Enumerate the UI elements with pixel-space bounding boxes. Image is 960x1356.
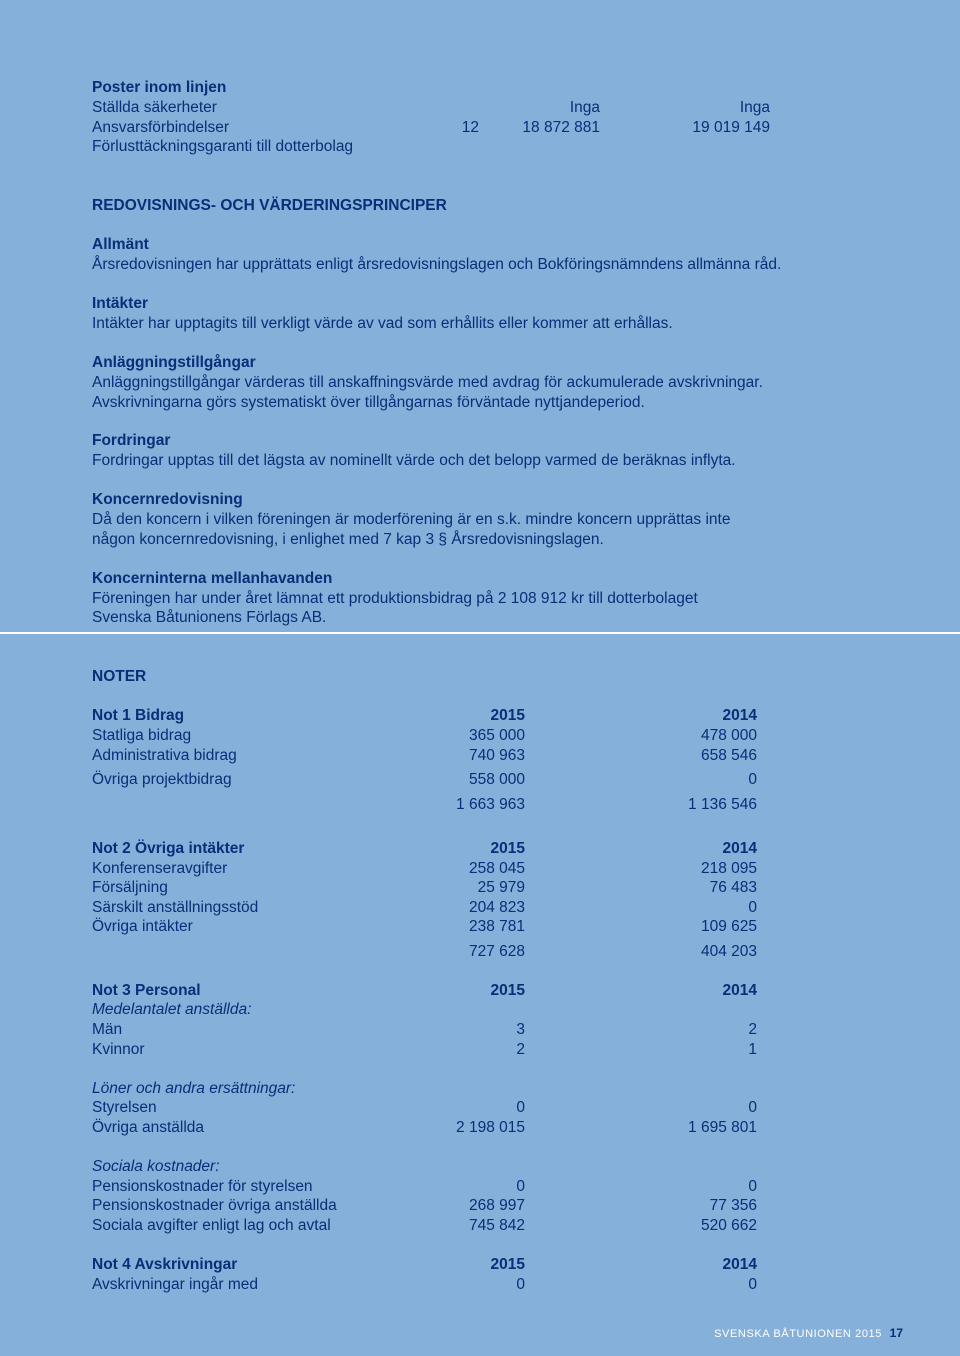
note-row-value-current: 745 842 — [468, 1217, 525, 1234]
section-title-fordringar: Fordringar — [92, 432, 171, 449]
poster-heading: Poster inom linjen — [92, 79, 227, 96]
note-row-label: Administrativa bidrag — [92, 747, 237, 764]
note-row-value-current: 258 045 — [468, 860, 525, 877]
section-title-anlaggningstillgangar: Anläggningstillgångar — [92, 354, 256, 371]
section-text: Årsredovisningen har upprättats enligt årsredovisningslagen och Bokföringsnämndens allmänna råd. — [92, 256, 782, 273]
section-divider — [0, 632, 960, 634]
principles-heading: REDOVISNINGS- OCH VÄRDERINGSPRINCIPER — [92, 197, 447, 214]
note-row-label: Sociala avgifter enligt lag och avtal — [92, 1217, 331, 1234]
note-row-value-current: 740 963 — [468, 747, 525, 764]
note4-title: Not 4 Avskrivningar — [92, 1256, 238, 1273]
note-row-label: Särskilt anställningsstöd — [92, 899, 259, 916]
note-row-value-previous: 1 — [748, 1041, 757, 1058]
footer-publication: SVENSKA BÅTUNIONEN 2015 — [714, 1328, 882, 1340]
note2-total-previous: 404 203 — [700, 943, 757, 960]
section-text: Intäkter har upptagits till verkligt värde av vad som erhållits eller kommer att erhållas. — [92, 315, 673, 332]
note3-year-current: 2015 — [490, 982, 525, 999]
section-title-intakter: Intäkter — [92, 295, 148, 312]
section-text: Svenska Båtunionens Förlags AB. — [92, 609, 327, 626]
poster-row-value-previous: Inga — [739, 99, 770, 116]
note-row-value-current: 268 997 — [468, 1197, 525, 1214]
note-row-label: Pensionskostnader för styrelsen — [92, 1178, 313, 1195]
note-row-value-previous: 2 — [748, 1021, 757, 1038]
note-row-label: Övriga projektbidrag — [92, 771, 232, 788]
section-text: Anläggningstillgångar värderas till anskaffningsvärde med avdrag för ackumulerade avskrivningar. — [92, 374, 763, 391]
section-text: Fordringar upptas till det lägsta av nominellt värde och det belopp varmed de beräknas inflyta. — [92, 452, 736, 469]
note-row-value-previous: 0 — [748, 1099, 757, 1116]
section-title-koncernredovisning: Koncernredovisning — [92, 491, 243, 508]
note-row-label: Avskrivningar ingår med — [92, 1276, 258, 1293]
note-row-value-previous: 0 — [748, 771, 757, 788]
note-row-label: Försäljning — [92, 879, 168, 896]
note-row-value-current: 238 781 — [468, 918, 525, 935]
note-row-value-current: 0 — [516, 1178, 525, 1195]
note-row-label: Statliga bidrag — [92, 727, 192, 744]
note-row-value-previous: 1 695 801 — [688, 1119, 757, 1136]
page-number: 17 — [889, 1326, 903, 1340]
note-row-value-previous: 658 546 — [700, 747, 757, 764]
note-row-value-previous: 520 662 — [700, 1217, 757, 1234]
poster-row-label: Ansvarsförbindelser — [92, 119, 229, 136]
section-title-koncerninterna: Koncerninterna mellanhavanden — [92, 570, 333, 587]
note1-title: Not 1 Bidrag — [92, 707, 185, 724]
notes-heading: NOTER — [92, 668, 147, 685]
note-row-value-current: 0 — [516, 1276, 525, 1293]
note-row-value-previous: 0 — [748, 1276, 757, 1293]
note-row-value-previous: 0 — [748, 1178, 757, 1195]
note3-year-previous: 2014 — [722, 982, 757, 999]
note2-year-current: 2015 — [490, 840, 525, 857]
poster-row-label: Ställda säkerheter — [92, 99, 217, 116]
note1-total-current: 1 663 963 — [456, 796, 525, 813]
note1-total-previous: 1 136 546 — [688, 796, 757, 813]
page-footer — [714, 1326, 903, 1340]
poster-row-value-previous: 19 019 149 — [692, 119, 770, 136]
note-row-label: Kvinnor — [92, 1041, 145, 1058]
note-row-label: Pensionskostnader övriga anställda — [92, 1197, 337, 1214]
note-row-label: Konferenseravgifter — [92, 860, 228, 877]
note1-year-current: 2015 — [490, 707, 525, 724]
poster-row-label: Förlusttäckningsgaranti till dotterbolag — [92, 138, 354, 155]
note4-year-current: 2015 — [490, 1256, 525, 1273]
note4-year-previous: 2014 — [722, 1256, 757, 1273]
note-row-value-current: 25 979 — [477, 879, 525, 896]
note-row-value-current: 558 000 — [468, 771, 525, 788]
note-row-value-previous: 109 625 — [700, 918, 757, 935]
note-row-label: Övriga intäkter — [92, 918, 193, 935]
note-row-value-current: 3 — [516, 1021, 525, 1038]
section-text: Avskrivningarna görs systematiskt över tillgångarnas förväntade nyttjandeperiod. — [92, 394, 645, 411]
note-row-value-previous: 76 483 — [709, 879, 757, 896]
note3-title: Not 3 Personal — [92, 982, 201, 999]
note3-subheading: Medelantalet anställda: — [92, 1001, 252, 1018]
section-text: Då den koncern i vilken föreningen är moderförening är en s.k. mindre koncern upprättas inte — [92, 511, 731, 528]
note-row-value-current: 2 198 015 — [456, 1119, 525, 1136]
section-title-allmant: Allmänt — [92, 236, 149, 253]
note-row-label: Övriga anställda — [92, 1119, 205, 1136]
note-row-label: Män — [92, 1021, 123, 1038]
note3-subheading: Sociala kostnader: — [92, 1158, 220, 1175]
note2-total-current: 727 628 — [468, 943, 525, 960]
note1-year-previous: 2014 — [722, 707, 757, 724]
poster-row-value-current: Inga — [569, 99, 600, 116]
note2-year-previous: 2014 — [722, 840, 757, 857]
note-row-label: Styrelsen — [92, 1099, 157, 1116]
note-row-value-previous: 478 000 — [700, 727, 757, 744]
note2-title: Not 2 Övriga intäkter — [92, 840, 245, 857]
poster-row-note: 12 — [461, 119, 479, 136]
note-row-value-current: 0 — [516, 1099, 525, 1116]
note-row-value-current: 365 000 — [468, 727, 525, 744]
note-row-value-previous: 77 356 — [709, 1197, 757, 1214]
note3-subheading: Löner och andra ersättningar: — [92, 1080, 296, 1097]
section-text: någon koncernredovisning, i enlighet med 7 kap 3 § Årsredovisningslagen. — [92, 531, 604, 548]
poster-row-value-current: 18 872 881 — [522, 119, 600, 136]
note-row-value-current: 204 823 — [468, 899, 525, 916]
note-row-value-previous: 218 095 — [700, 860, 757, 877]
note-row-value-previous: 0 — [748, 899, 757, 916]
section-text: Föreningen har under året lämnat ett produktionsbidrag på 2 108 912 kr till dotterbolaget — [92, 590, 698, 607]
note-row-value-current: 2 — [516, 1041, 525, 1058]
